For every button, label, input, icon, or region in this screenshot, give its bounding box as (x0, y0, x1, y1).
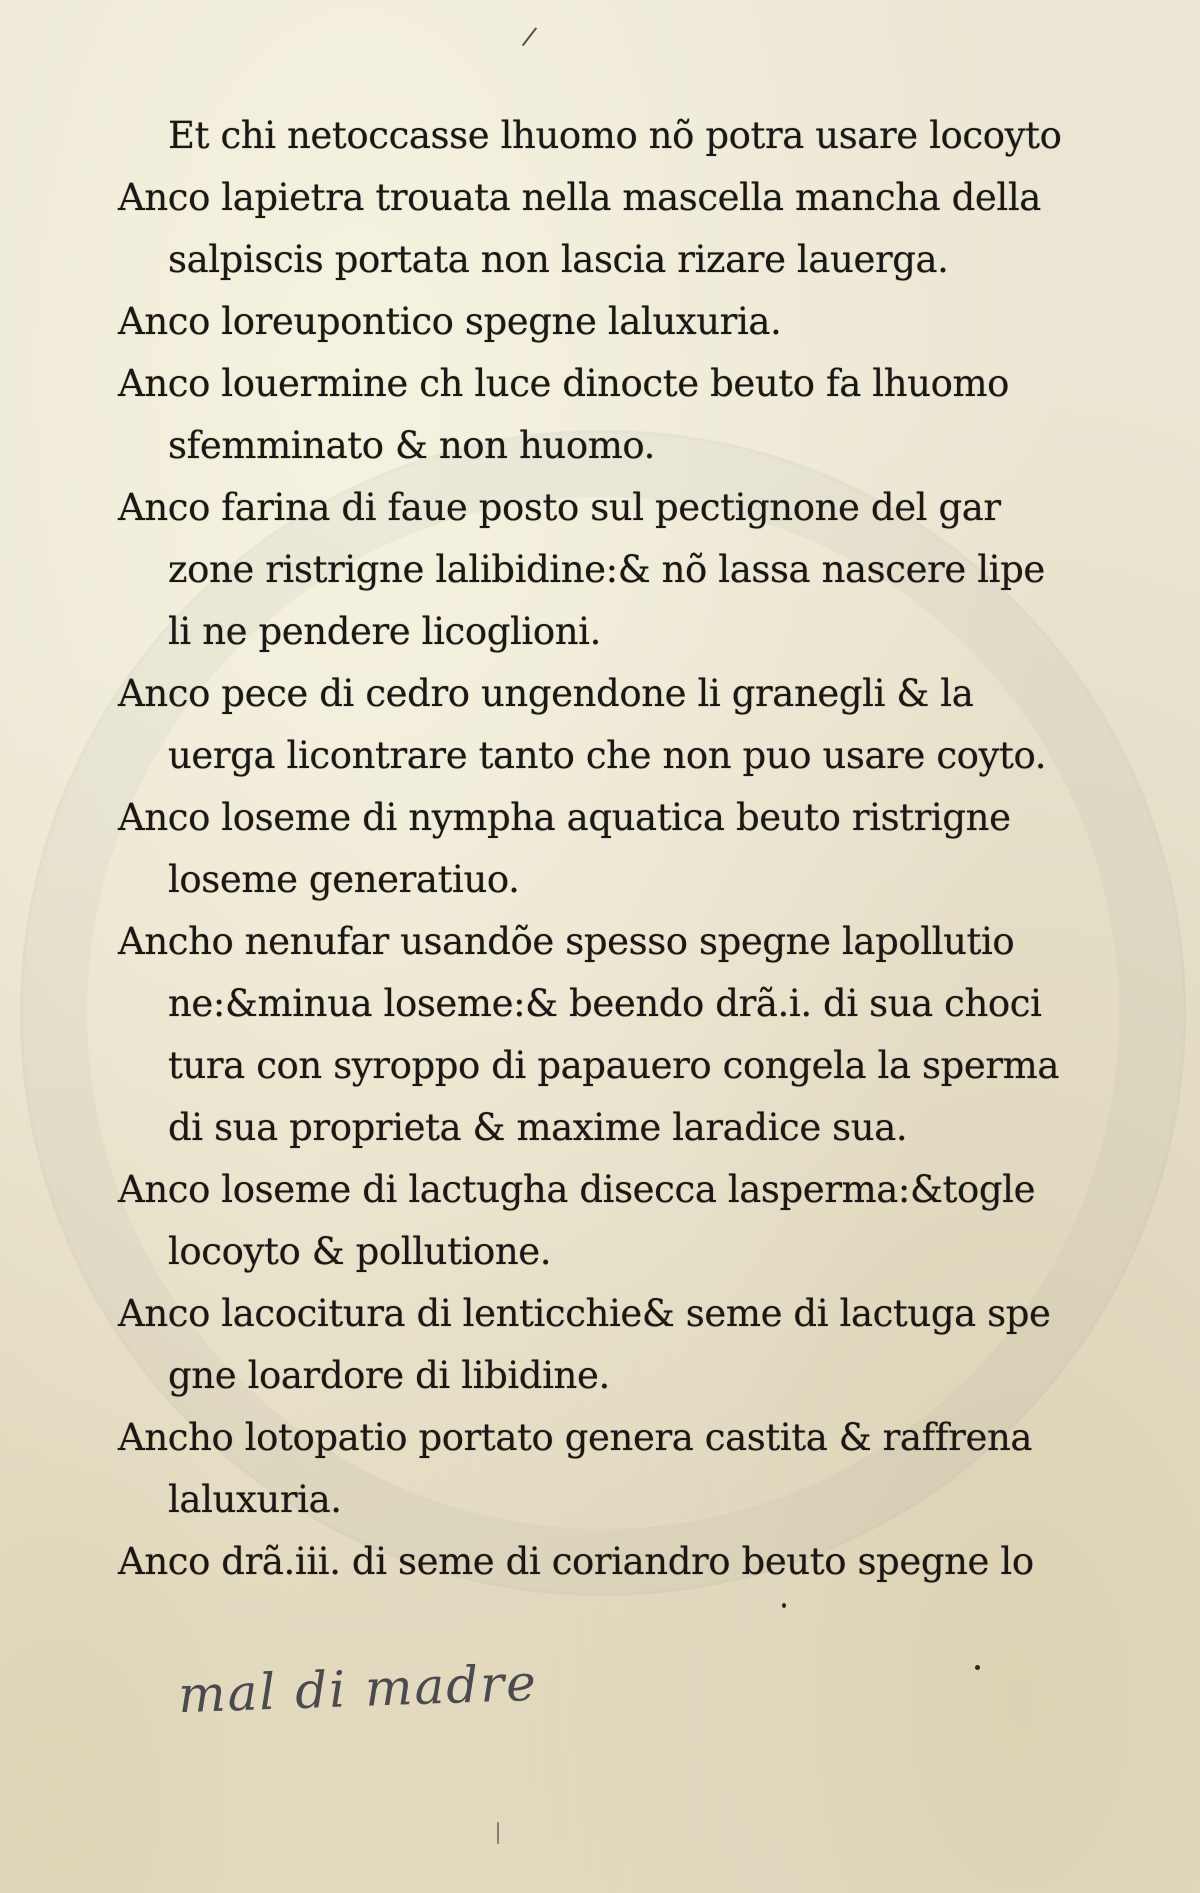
text-line: locoyto & pollutione. (168, 1230, 552, 1273)
printed-text-block (118, 105, 1118, 1593)
text-line: Anco louermine ch luce dinocte beuto fa lhuomo (118, 362, 1010, 405)
text-line: loseme generatiuo. (168, 858, 520, 901)
text-line: Anco loseme di lactugha disecca lasperma:&togle (118, 1168, 1036, 1211)
text-line: Et chi netoccasse lhuomo nõ potra usare locoyto (168, 114, 1062, 157)
text-line: laluxuria. (168, 1478, 342, 1521)
ink-speck (782, 1603, 786, 1608)
text-line: zone ristrigne lalibidine:& nõ lassa nascere lipe (168, 548, 1045, 591)
text-line: Anco drã.iii. di seme di coriandro beuto spegne lo (118, 1540, 1034, 1583)
handwritten-annotation: mal di madre (177, 1653, 539, 1725)
text-line: Anco loseme di nympha aquatica beuto ristrigne (118, 796, 1011, 839)
text-line: di sua proprieta & maxime laradice sua. (168, 1106, 908, 1149)
text-line: Anco pece di cedro ungendone li granegli & la (118, 672, 974, 715)
text-line: li ne pendere licoglioni. (168, 610, 601, 653)
ink-mark: / (520, 21, 539, 53)
text-line: gne loardore di libidine. (168, 1354, 610, 1397)
text-line: Anco lapietra trouata nella mascella mancha della (118, 176, 1041, 219)
text-line: Anco lacocitura di lenticchie& seme di lactuga spe (118, 1292, 1051, 1335)
text-line: Ancho nenufar usandõe spesso spegne lapollutio (118, 920, 1015, 963)
text-line: Anco loreupontico spegne laluxuria. (118, 300, 782, 343)
text-line: uerga licontrare tanto che non puo usare coyto. (168, 734, 1047, 777)
text-line: Ancho lotopatio portato genera castita & raffrena (118, 1416, 1033, 1459)
text-line: ne:&minua loseme:& beendo drã.i. di sua choci (168, 982, 1042, 1025)
text-line: salpiscis portata non lascia rizare lauerga. (168, 238, 949, 281)
text-line: Anco farina di faue posto sul pectignone del gar (118, 486, 1001, 529)
ink-speck (975, 1665, 980, 1670)
ink-speck (497, 1822, 499, 1844)
text-line: sfemminato & non huomo. (168, 424, 655, 467)
text-line: tura con syroppo di papauero congela la sperma (168, 1044, 1059, 1087)
